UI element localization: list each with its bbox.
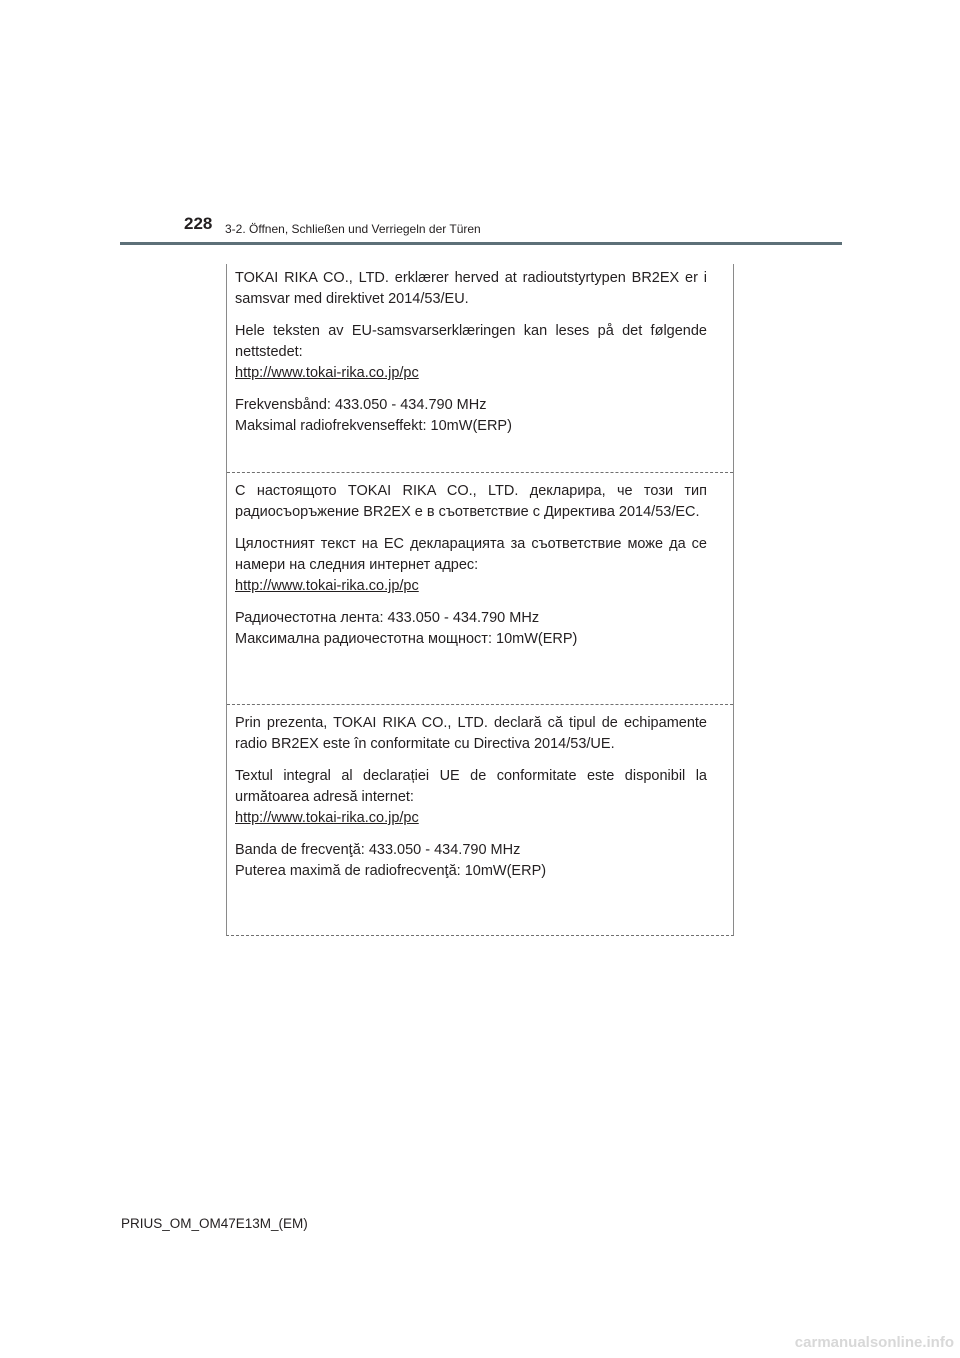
- frequency-band: Frekvensbånd: 433.050 - 434.790 MHz: [235, 397, 487, 413]
- full-text-intro: Textul integral al declarației UE de conformitate este disponibil la următoarea adresă internet:: [235, 768, 707, 805]
- declaration-statement: TOKAI RIKA CO., LTD. erklærer herved at radioutstyrtypen BR2EX er i samsvar med direktivet 2014/53/EU.: [235, 270, 707, 307]
- watermark-text: carmanualsonline.info: [794, 1334, 954, 1351]
- declaration-url-link[interactable]: http://www.tokai-rika.co.jp/pc: [235, 810, 419, 826]
- declaration-statement: Prin prezenta, TOKAI RIKA CO., LTD. declară că tipul de echipamente radio BR2EX este în conformitate cu Directiva 2014/53/UE.: [235, 715, 707, 752]
- max-power: Maksimal radiofrekvenseffekt: 10mW(ERP): [235, 418, 512, 434]
- manual-code: PRIUS_OM_OM47E13M_(EM): [121, 1216, 308, 1231]
- declaration-url-link[interactable]: http://www.tokai-rika.co.jp/pc: [235, 578, 419, 594]
- frequency-band: Banda de frecvenţă: 433.050 - 434.790 MHz: [235, 842, 521, 858]
- declaration-statement: С настоящото TOKAI RIKA CO., LTD. декларира, че този тип радиосъоръжение BR2EX е в съответствие с Директива 2014/53/ЕС.: [235, 483, 707, 520]
- declaration-romanian: [227, 705, 733, 935]
- max-power: Puterea maximă de radiofrecvenţă: 10mW(ERP): [235, 863, 547, 879]
- declaration-norwegian: [227, 264, 733, 473]
- declaration-url-link[interactable]: http://www.tokai-rika.co.jp/pc: [235, 365, 419, 381]
- page-number: 228: [184, 214, 213, 233]
- full-text-intro: Цялостният текст на ЕС декларацията за съответствие може да се намери на следния интернет адрес:: [235, 536, 707, 573]
- section-title: 3-2. Öffnen, Schließen und Verriegeln der Türen: [225, 222, 481, 236]
- declaration-bulgarian: [227, 473, 733, 705]
- page-header: [120, 214, 842, 246]
- declaration-box: [226, 264, 734, 936]
- frequency-band: Радиочестотна лента: 433.050 - 434.790 MHz: [235, 610, 540, 626]
- full-text-intro: Hele teksten av EU-samsvarserklæringen kan leses på det følgende nettstedet:: [235, 323, 707, 360]
- max-power: Максимална радиочестотна мощност: 10mW(ERP): [235, 631, 578, 647]
- header-rule: [120, 242, 842, 245]
